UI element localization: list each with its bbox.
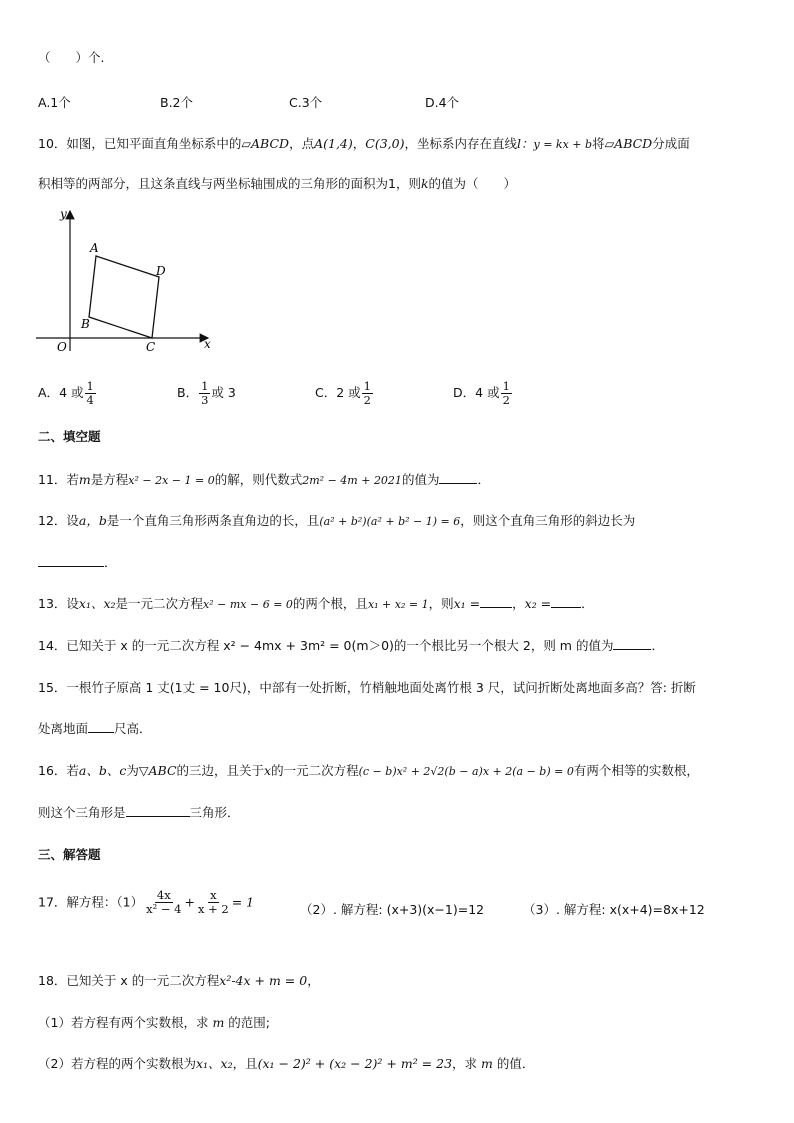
q14: 14．已知关于 x 的一元二次方程 x² − 4mx + 3m² = 0(m＞0)的一个根比另一个根大 2，则 m 的值为 ． (38, 638, 664, 653)
q13-x2-blank[interactable] (551, 595, 581, 608)
q12-answer-blank[interactable] (38, 554, 104, 567)
q9-option-b: B.2个 (160, 95, 194, 110)
q10-line1: 10．如图，已知平面直角坐标系中的▱ABCD，点A(1,4)，C(3,0)，坐标系内存在直线l：y = kx + b将▱ABCD分成面 (38, 136, 690, 151)
q10-line2: 积相等的两部分，且这条直线与两坐标轴围成的三角形的面积为1，则k的值为（ ） (38, 176, 517, 191)
q16-line2: 则这个三角形是 三角形． (38, 805, 240, 820)
section-solve-title: 三、解答题 (38, 847, 101, 862)
q16-line1: 16．若a、b、c为▽ABC的三边，且关于x的一元二次方程(c − b)x² + 2√2(b − a)x + 2(a − b) = 0有两个相等的实数根， (38, 763, 699, 778)
label-b: B (81, 317, 90, 331)
q10-option-b: B． $\frac{1}{3}$ 或 3 (177, 379, 236, 407)
q18-sub1: （1）若方程有两个实数根，求 m 的范围; (38, 1015, 271, 1030)
q9-option-d: D.4个 (425, 95, 460, 110)
q17: 17．解方程：（1） $\frac{4x}{\text{x² − 4}}$ + $\frac{x}{x + 2}$ = 1 (38, 888, 255, 916)
label-x: x (204, 337, 211, 351)
label-y: y (60, 207, 67, 221)
q10-option-c: C．2 或 $\frac{1}{2}$ (315, 379, 371, 407)
q9-option-a: A.1个 (38, 95, 71, 110)
q17-part3: （3）. 解方程: x(x+4)=8x+12 (523, 902, 705, 917)
q18-sub2: （2）若方程的两个实数根为x₁、x₂，且(x₁ − 2)² + (x₂ − 2)² + m² = 23，求 m 的值． (38, 1056, 535, 1071)
label-d: D (156, 264, 166, 278)
parallelogram-abcd (89, 256, 159, 338)
q9-option-c: C.3个 (289, 95, 323, 110)
q10-option-d: D．4 或 $\frac{1}{2}$ (453, 379, 510, 407)
label-c: C (146, 340, 156, 354)
q14-answer-blank[interactable] (613, 637, 651, 650)
q12-line2: ． (38, 554, 117, 572)
q13-x1-blank[interactable] (480, 595, 512, 608)
q12-line1: 12．设a，b是一个直角三角形两条直角边的长，且(a² + b²)(a² + b² − 1) = 6，则这个直角三角形的斜边长为 (38, 513, 636, 528)
q18-stem: 18．已知关于 x 的一元二次方程x²-4x + m = 0， (38, 973, 320, 988)
q16-answer-blank[interactable] (126, 804, 190, 817)
q15-line1: 15．一根竹子原高 1 丈(1丈 = 10尺)，中部有一处折断，竹梢触地面处离竹根 3 尺，试问折断处离地面多高？答: 折断 (38, 680, 696, 695)
q11: 11．若m是方程x² − 2x − 1 = 0的解，则代数式2m² − 4m + 2021的值为 ． (38, 472, 490, 487)
q10-option-a: A．4 或 $\frac{1}{4}$ (38, 379, 94, 407)
q13: 13．设x₁、x₂是一元二次方程x² − mx − 6 = 0的两个根，且x₁ + x₂ = 1，则x₁ = ，x₂ = ． (38, 596, 594, 611)
section-fill-in-title: 二、填空题 (38, 429, 101, 444)
q17-part2: （2）. 解方程: (x+3)(x−1)=12 (300, 902, 485, 917)
q11-answer-blank[interactable] (439, 471, 477, 484)
label-a: A (90, 241, 99, 255)
q15-answer-blank[interactable] (88, 720, 114, 733)
q10-figure (30, 205, 220, 355)
q9-tail: （ ）个. (38, 50, 105, 65)
q15-line2: 处离地面 尺高． (38, 721, 152, 736)
label-o: O (57, 340, 67, 354)
